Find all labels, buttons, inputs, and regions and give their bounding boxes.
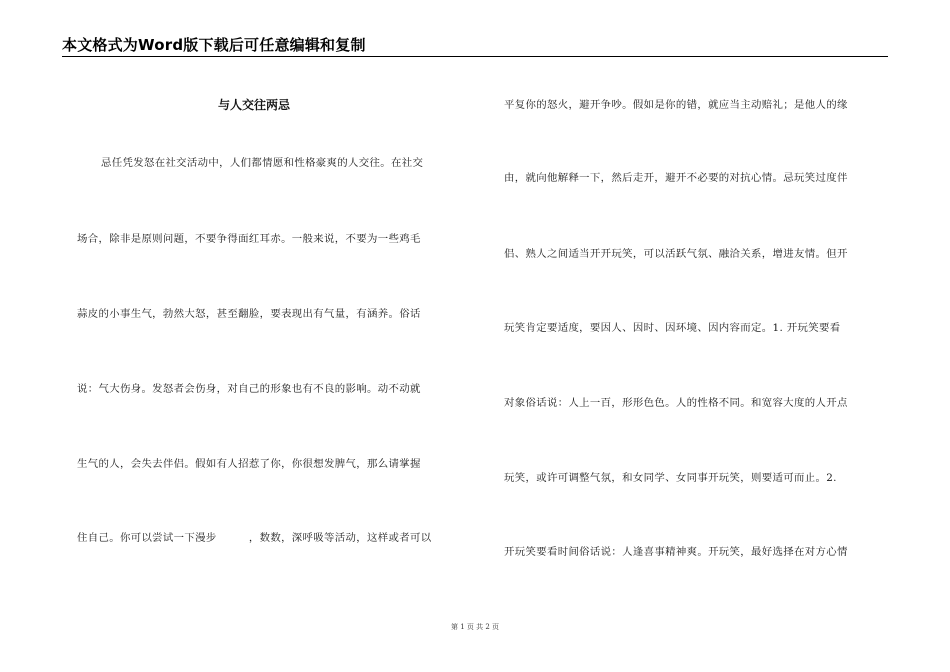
paragraph-line: 平复你的怒火，避开争吵。假如是你的错，就应当主动赔礼；是他人的缘 bbox=[504, 99, 848, 111]
page-number: 第 1 页 共 2 页 bbox=[450, 623, 500, 631]
paragraph-line: 场合，除非是原则问题，不要争得面红耳赤。一般来说，不要为一些鸡毛 bbox=[77, 233, 421, 245]
paragraph-line: 住自己。你可以尝试一下漫步 ，数数，深呼吸等活动，这样或者可以 bbox=[77, 532, 432, 544]
document-header-title: 本文格式为Word版下载后可任意编辑和复制 bbox=[62, 36, 366, 54]
paragraph-line: 说：气大伤身。发怒者会伤身，对自己的形象也有不良的影响。动不动就 bbox=[77, 383, 421, 395]
paragraph-line: 侣、熟人之间适当开开玩笑，可以活跃气氛、融洽关系，增进友情。但开 bbox=[504, 248, 848, 260]
paragraph-line: 生气的人，会失去伴侣。假如有人招惹了你，你很想发脾气，那么请掌握 bbox=[77, 458, 421, 470]
paragraph-line: 蒜皮的小事生气，勃然大怒，甚至翻脸，要表现出有气量，有涵养。俗话 bbox=[77, 308, 421, 320]
paragraph-line: 忌任凭发怒在社交活动中，人们都情愿和性格豪爽的人交往。在社交 bbox=[101, 157, 424, 169]
paragraph-line: 开玩笑要看时间俗话说：人逢喜事精神爽。开玩笑，最好选择在对方心情 bbox=[504, 546, 848, 558]
paragraph-line: 玩笑，或许可调整气氛，和女同学、女同事开玩笑，则要适可而止。2. bbox=[504, 472, 837, 484]
paragraph-line: 玩笑肯定要适度，要因人、因时、因环境、因内容而定。1. 开玩笑要看 bbox=[504, 322, 841, 334]
paragraph-line: 对象俗话说：人上一百，形形色色。人的性格不同。和宽容大度的人开点 bbox=[504, 397, 848, 409]
header-divider bbox=[62, 56, 888, 57]
paragraph-line: 由，就向他解释一下，然后走开，避开不必要的对抗心情。忌玩笑过度伴 bbox=[504, 172, 848, 184]
article-title: 与人交往两忌 bbox=[218, 98, 291, 112]
